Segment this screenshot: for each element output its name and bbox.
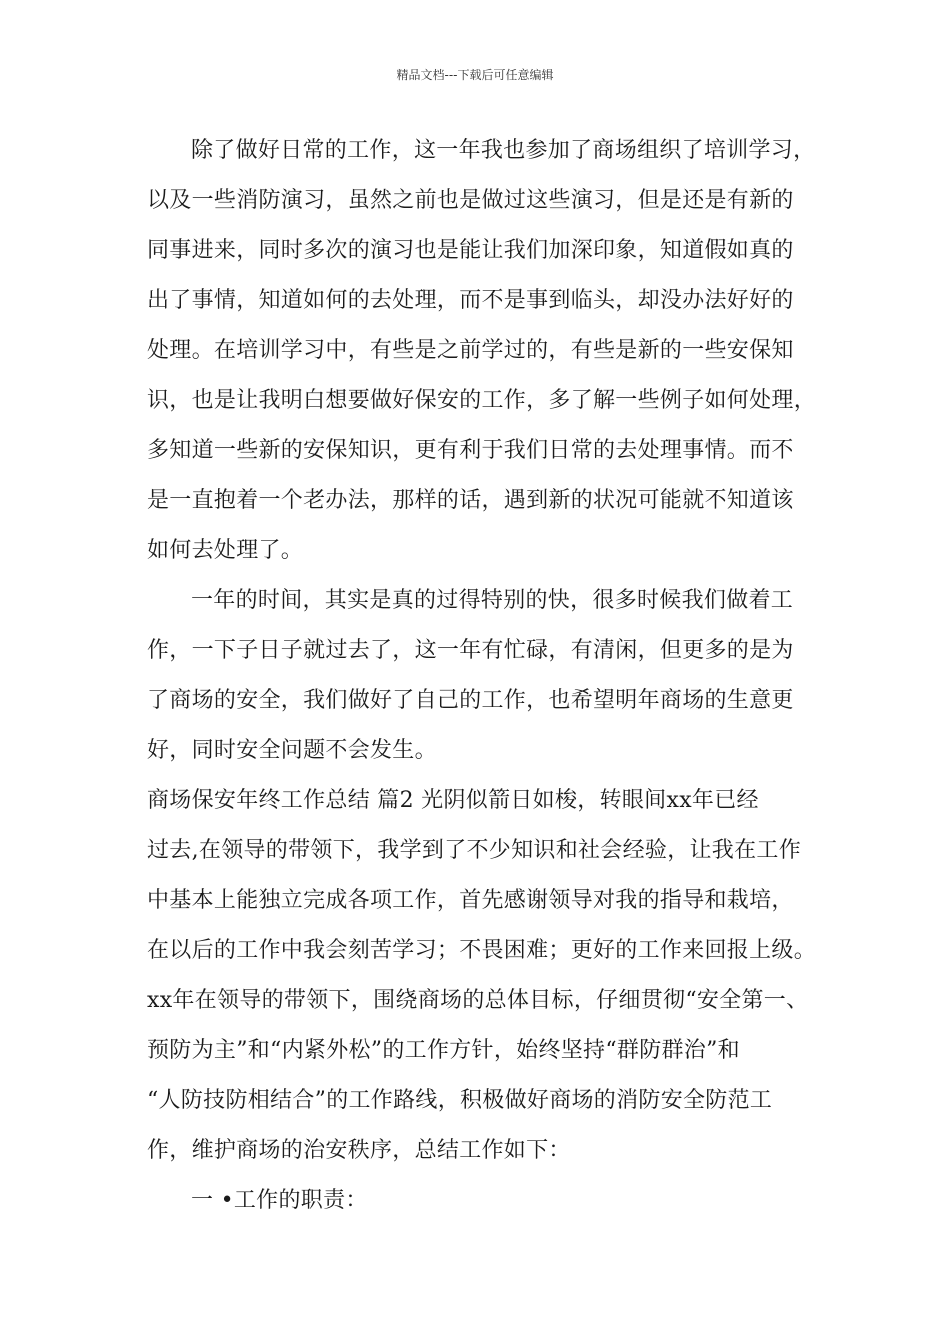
paragraph-line: 一年的时间，其实是真的过得特别的快，很多时候我们做着工 [191, 588, 794, 613]
paragraph-line: 是一直抱着一个老办法，那样的话，遇到新的状况可能就不知道该 [147, 488, 794, 513]
paragraph-line: xx年在领导的带领下，围绕商场的总体目标，仔细贯彻“安全第一、 [147, 988, 809, 1013]
paragraph-line: 出了事情，知道如何的去处理，而不是事到临头，却没办法好好的 [147, 288, 794, 313]
paragraph-line: 多知道一些新的安保知识，更有利于我们日常的去处理事情。而不 [147, 438, 794, 463]
paragraph-line: 预防为主”和“内紧外松”的工作方针，始终坚持“群防群治”和 [147, 1038, 740, 1063]
paragraph-line: 以及一些消防演习，虽然之前也是做过这些演习，但是还是有新的 [147, 188, 794, 213]
paragraph-line: 作，一下子日子就过去了，这一年有忙碌，有清闲，但更多的是为 [147, 638, 794, 663]
paragraph-line: 处理。在培训学习中，有些是之前学过的，有些是新的一些安保知 [147, 338, 794, 363]
paragraph-line: 识，也是让我明白想要做好保安的工作，多了解一些例子如何处理， [147, 388, 817, 413]
section-heading-line: 商场保安年终工作总结 篇2 光阴似箭日如梭，转眼间xx年已经 [147, 788, 759, 813]
paragraph-line: 作，维护商场的治安秩序，总结工作如下： [147, 1138, 571, 1163]
paragraph-line: 在以后的工作中我会刻苦学习；不畏困难；更好的工作来回报上级。 [147, 938, 817, 963]
paragraph-line: 过去,在领导的带领下，我学到了不少知识和社会经验，让我在工作 [147, 838, 801, 863]
page-header: 精品文档---下载后可任意编辑 [396, 68, 554, 82]
paragraph-line: 同事进来，同时多次的演习也是能让我们加深印象，知道假如真的 [147, 238, 794, 263]
paragraph-line: 中基本上能独立完成各项工作，首先感谢领导对我的指导和栽培， [147, 888, 794, 913]
paragraph-line: 除了做好日常的工作，这一年我也参加了商场组织了培训学习， [191, 138, 816, 163]
paragraph-line: “人防技防相结合”的工作路线，积极做好商场的消防安全防范工 [147, 1088, 773, 1113]
paragraph-line: 如何去处理了。 [147, 538, 304, 563]
list-heading: 一 •工作的职责： [191, 1188, 368, 1213]
paragraph-line: 了商场的安全，我们做好了自己的工作，也希望明年商场的生意更 [147, 688, 794, 713]
paragraph-line: 好，同时安全问题不会发生。 [147, 738, 437, 763]
